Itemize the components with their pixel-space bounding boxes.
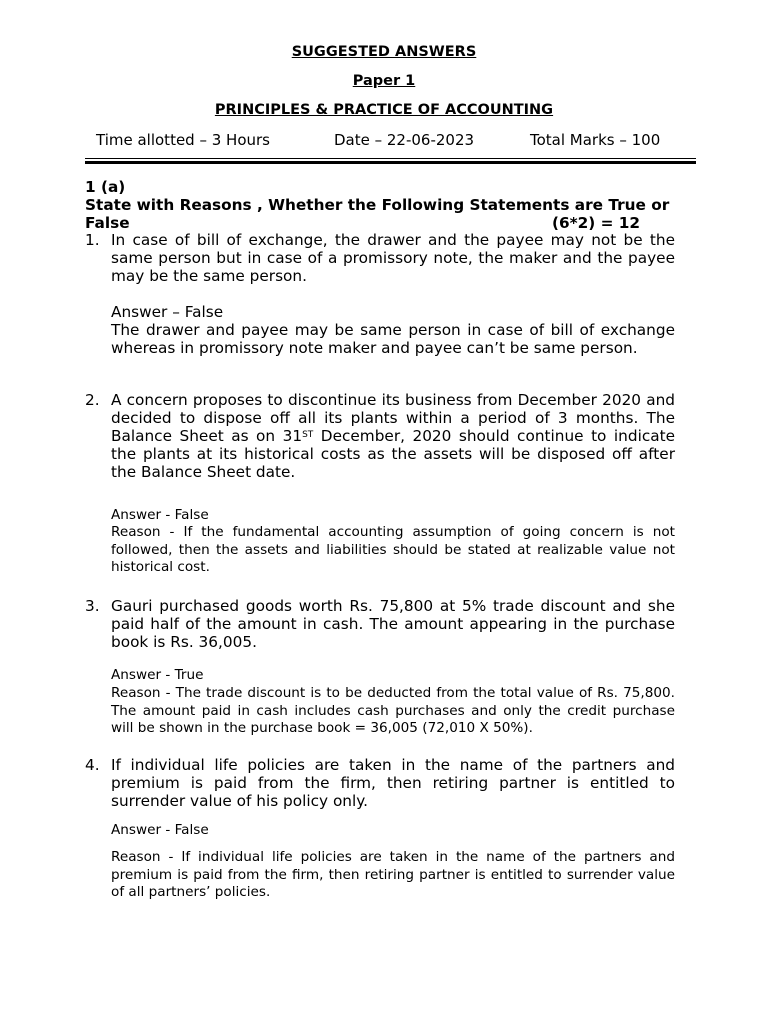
question-text: In case of bill of exchange, the drawer and the payee may not be the same person but in case of a promissory note, the maker and the payee may be the same person. [111,231,675,285]
section-instruction-cont: False [85,214,130,232]
answer-reason: Reason - If the fundamental accounting assumption of going concern is not followed, then the assets and liabilities should be stated at realizable value not historical cost. [111,524,675,575]
exam-date: Date – 22-06-2023 [334,131,475,149]
question-number: 2. [85,391,100,409]
answer-reason: The drawer and payee may be same person in case of bill of exchange whereas in promissory note maker and payee can’t be same person. [111,321,675,357]
document-title: SUGGESTED ANSWERS [291,44,477,60]
section-marks: (6*2) = 12 [552,214,641,232]
answer-verdict: Answer - False [111,822,209,838]
answer-verdict: Answer – False [111,303,224,321]
section-label: 1 (a) [85,178,126,196]
header-divider-thick [85,161,696,164]
question-text: Gauri purchased goods worth Rs. 75,800 at 5% trade discount and she paid half of the amount in cash. The amount appearing in the purchase book is Rs. 36,005. [111,597,675,651]
subject-title: PRINCIPLES & PRACTICE OF ACCOUNTING [214,102,554,118]
section-instruction: State with Reasons , Whether the Following Statements are True or [85,196,670,214]
header-divider-thin [85,158,696,159]
paper-number: Paper 1 [352,73,416,89]
question-text: A concern proposes to discontinue its business from December 2020 and decided to dispose off all its plants within a period of 3 months. The Balance Sheet as on 31ST December, 2020 should continue to indicate the plants at its historical costs as the assets will be disposed off after the Balance Sheet date. [111,391,676,481]
time-allotted: Time allotted – 3 Hours [96,131,270,149]
superscript: ST [302,430,314,440]
answer-reason: Reason - The trade discount is to be deducted from the total value of Rs. 75,800. The amount paid in cash includes cash purchases and only the credit purchase will be shown in the purchase book = 36,005 (72,010 X 50%). [111,685,675,736]
total-marks: Total Marks – 100 [530,131,661,149]
answer-verdict: Answer - True [111,667,204,683]
question-number: 3. [85,597,100,615]
question-number: 1. [85,231,100,249]
question-number: 4. [85,756,100,774]
answer-reason: Reason - If individual life policies are taken in the name of the partners and premium is paid from the firm, then retiring partner is entitled to surrender value of all partners’ policies. [111,849,675,900]
answer-verdict: Answer - False [111,507,209,523]
question-text: If individual life policies are taken in the name of the partners and premium is paid from the firm, then retiring partner is entitled to surrender value of his policy only. [111,756,675,810]
